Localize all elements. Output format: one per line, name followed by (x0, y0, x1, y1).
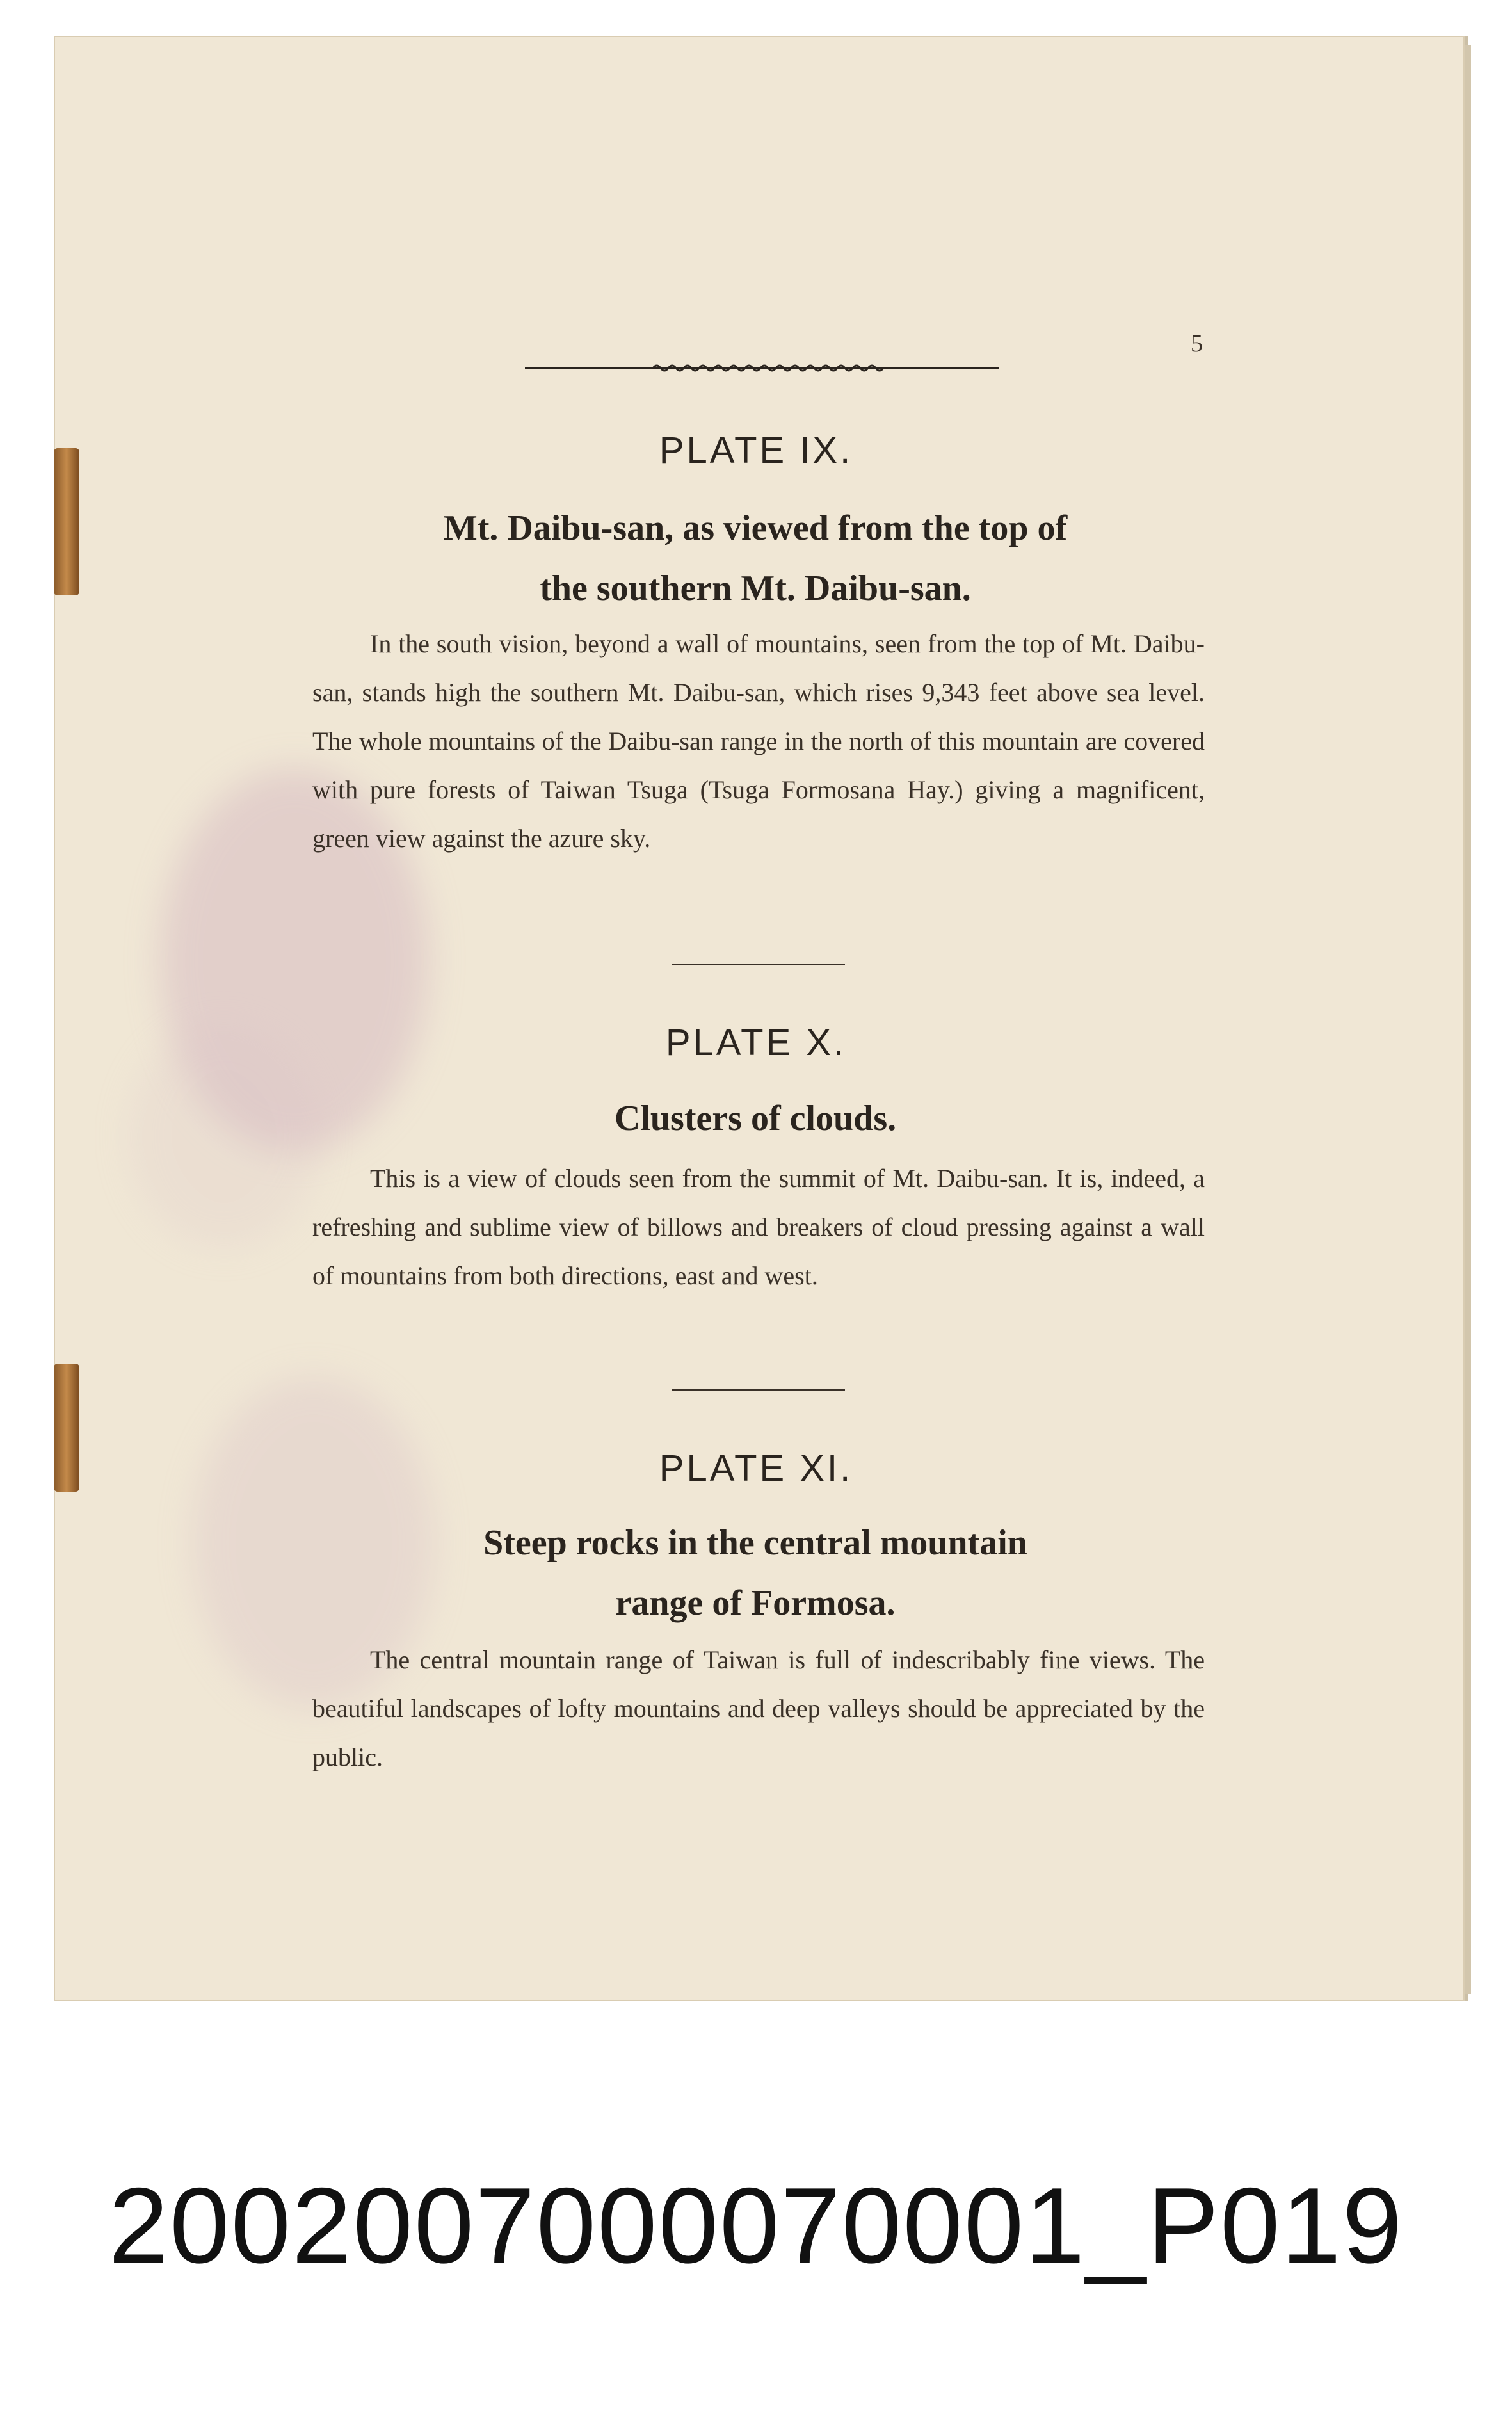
plate-title-line: Mt. Daibu-san, as viewed from the top of (443, 508, 1068, 548)
plate-title (307, 498, 1203, 618)
page-number: 5 (1191, 330, 1203, 357)
plate-label: PLATE X. (665, 1022, 847, 1063)
plate-label: PLATE IX. (659, 430, 853, 471)
section-divider (672, 964, 845, 965)
plate-label: PLATE XI. (659, 1448, 853, 1489)
plate-title-line: the southern Mt. Daibu-san. (540, 569, 971, 608)
page-edge (1465, 45, 1471, 1994)
section-divider (672, 1389, 845, 1391)
plate-title-line: range of Formosa. (615, 1583, 896, 1623)
plate-title (307, 1513, 1203, 1633)
plate-title (307, 1088, 1203, 1149)
archive-id: 2002007000070001_P019 (108, 2165, 1404, 2286)
plate-title-line: Clusters of clouds. (614, 1099, 897, 1138)
plate-description: This is a view of clouds seen from the summit of Mt. Daibu-san. It is, indeed, a refreshing and sublime view of billows and breakers of cloud pressing against a wall of mountains from both directions, east and west. (312, 1164, 1205, 1290)
plate-description: In the south vision, beyond a wall of mountains, seen from the top of Mt. Daibu-san, stands high the southern Mt. Daibu-san, which rises 9,343 feet above sea level. The whole mountains of the Daibu-san range in the north of this mountain are covered with pure forests of Taiwan Tsuga (Tsuga Formosana Hay.) giving a magnificent, green view against the azure sky. (312, 629, 1205, 853)
header-ornament (525, 359, 999, 378)
plate-title-line: Steep rocks in the central mountain (483, 1523, 1027, 1563)
plate-description: The central mountain range of Taiwan is full of indescribably fine views. The beautiful landscapes of lofty mountains and deep valleys should be appreciated by the public. (312, 1645, 1205, 1771)
